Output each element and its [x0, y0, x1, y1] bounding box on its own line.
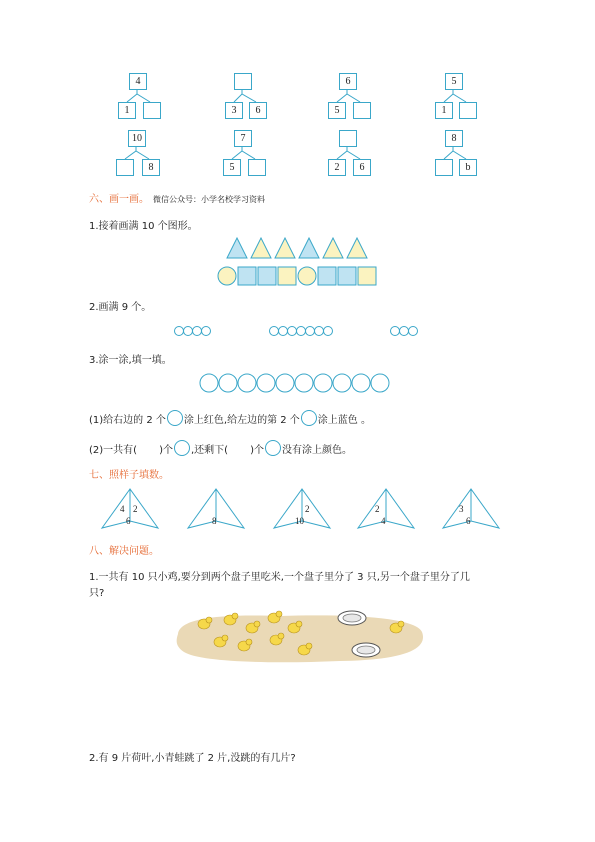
- square-shape-3: [278, 267, 296, 285]
- square-shape-5: [338, 267, 356, 285]
- tree-3-left[interactable]: 5: [328, 102, 346, 119]
- q3-2-part5: 没有涂上颜色。: [281, 445, 352, 456]
- tree-2-left[interactable]: 3: [225, 102, 243, 119]
- tree-2-top[interactable]: [234, 73, 252, 90]
- tree-8-top[interactable]: 8: [445, 130, 463, 147]
- tree-4-top[interactable]: 5: [445, 73, 463, 90]
- circle-shape-2: [298, 267, 316, 285]
- square-shape-1: [238, 267, 256, 285]
- section-8-heading: 八、解决问题。: [89, 546, 159, 557]
- q3-2-part4: )个: [250, 445, 264, 456]
- triangle-row: [225, 236, 375, 260]
- plate-icon: [352, 643, 380, 657]
- plate-icon: [338, 611, 366, 625]
- triangle-2-bottom[interactable]: 8: [212, 516, 217, 526]
- tree-8-right[interactable]: b: [459, 159, 477, 176]
- tree-7-left[interactable]: 2: [328, 159, 346, 176]
- q3-2-part3: ,还剩下(: [190, 445, 229, 456]
- tree-4-right[interactable]: [459, 102, 477, 119]
- chicks-illustration: [170, 604, 430, 666]
- tree-6-left[interactable]: 5: [223, 159, 241, 176]
- q3-2-part1: (2)一共有(: [89, 445, 138, 456]
- square-shape-6: [358, 267, 376, 285]
- problem-2: 2.有 9 片荷叶,小青蛙跳了 2 片,没跳的有几片?: [89, 753, 296, 764]
- triangle-4-bottom[interactable]: 4: [381, 516, 386, 526]
- triangle-shape-4: [299, 238, 319, 258]
- tree-5-right[interactable]: 8: [142, 159, 160, 176]
- circle-square-row: [216, 265, 381, 289]
- tree-5-left[interactable]: [116, 159, 134, 176]
- triangle-shape-5: [323, 238, 343, 258]
- triangle-1-left[interactable]: 4: [120, 504, 125, 514]
- tree-1-right[interactable]: [143, 102, 161, 119]
- tree-8-left[interactable]: [435, 159, 453, 176]
- circle-icon: [264, 440, 282, 456]
- circle-icon: [173, 440, 191, 456]
- problem-1-line-2: 只?: [89, 588, 105, 599]
- tree-5-top[interactable]: 10: [128, 130, 146, 147]
- tree-6-right[interactable]: [248, 159, 266, 176]
- q3-2-part2: )个: [159, 445, 173, 456]
- question-3-1: [89, 410, 371, 426]
- problem-1-line-1: 1.一共有 10 只小鸡,要分到两个盘子里吃米,一个盘子里分了 3 只,另一个盘子里分了几: [89, 572, 470, 583]
- question-3-2: [89, 440, 352, 456]
- triangle-1-bottom[interactable]: 6: [126, 516, 131, 526]
- tree-7-right[interactable]: 6: [353, 159, 371, 176]
- question-2: 2.画满 9 个。: [89, 302, 152, 313]
- question-1: 1.接着画满 10 个图形。: [89, 221, 198, 232]
- section-6-heading: [89, 190, 265, 205]
- tree-6-top[interactable]: 7: [234, 130, 252, 147]
- triangle-1-right[interactable]: 2: [133, 504, 138, 514]
- triangle-shape-2: [251, 238, 271, 258]
- q3-1-part3: 涂上蓝色 。: [317, 415, 371, 426]
- triangle-5-right[interactable]: 3: [459, 504, 464, 514]
- triangle-shape-6: [347, 238, 367, 258]
- tree-connectors: [0, 0, 595, 200]
- square-shape-4: [318, 267, 336, 285]
- triangle-4-left[interactable]: 2: [375, 504, 380, 514]
- tree-1-left[interactable]: 1: [118, 102, 136, 119]
- q3-1-part1: (1)给右边的 2 个: [89, 415, 166, 426]
- circle-icon: [300, 410, 318, 426]
- wechat-note: 微信公众号：小学名校学习资料: [153, 195, 265, 204]
- q3-1-part2: 涂上红色,给左边的第 2 个: [183, 415, 300, 426]
- triangle-5-bottom[interactable]: 6: [466, 516, 471, 526]
- section-6-title: 六、画一画。: [89, 194, 149, 205]
- circle-icon: [166, 410, 184, 426]
- circle-shape-1: [218, 267, 236, 285]
- tree-4-left[interactable]: 1: [435, 102, 453, 119]
- triangle-3-right[interactable]: 2: [305, 504, 310, 514]
- ten-circles-row: [198, 372, 398, 394]
- tree-2-right[interactable]: 6: [249, 102, 267, 119]
- square-shape-2: [258, 267, 276, 285]
- tree-3-top[interactable]: 6: [339, 73, 357, 90]
- triangle-3-bottom[interactable]: 10: [295, 516, 304, 526]
- tree-7-top[interactable]: [339, 130, 357, 147]
- triangle-shape-1: [227, 238, 247, 258]
- question-3: 3.涂一涂,填一填。: [89, 355, 172, 366]
- section-7-heading: 七、照样子填数。: [89, 470, 169, 481]
- small-circles-row: [170, 324, 430, 338]
- tree-1-top[interactable]: 4: [129, 73, 147, 90]
- tree-3-right[interactable]: [353, 102, 371, 119]
- triangle-shape-3: [275, 238, 295, 258]
